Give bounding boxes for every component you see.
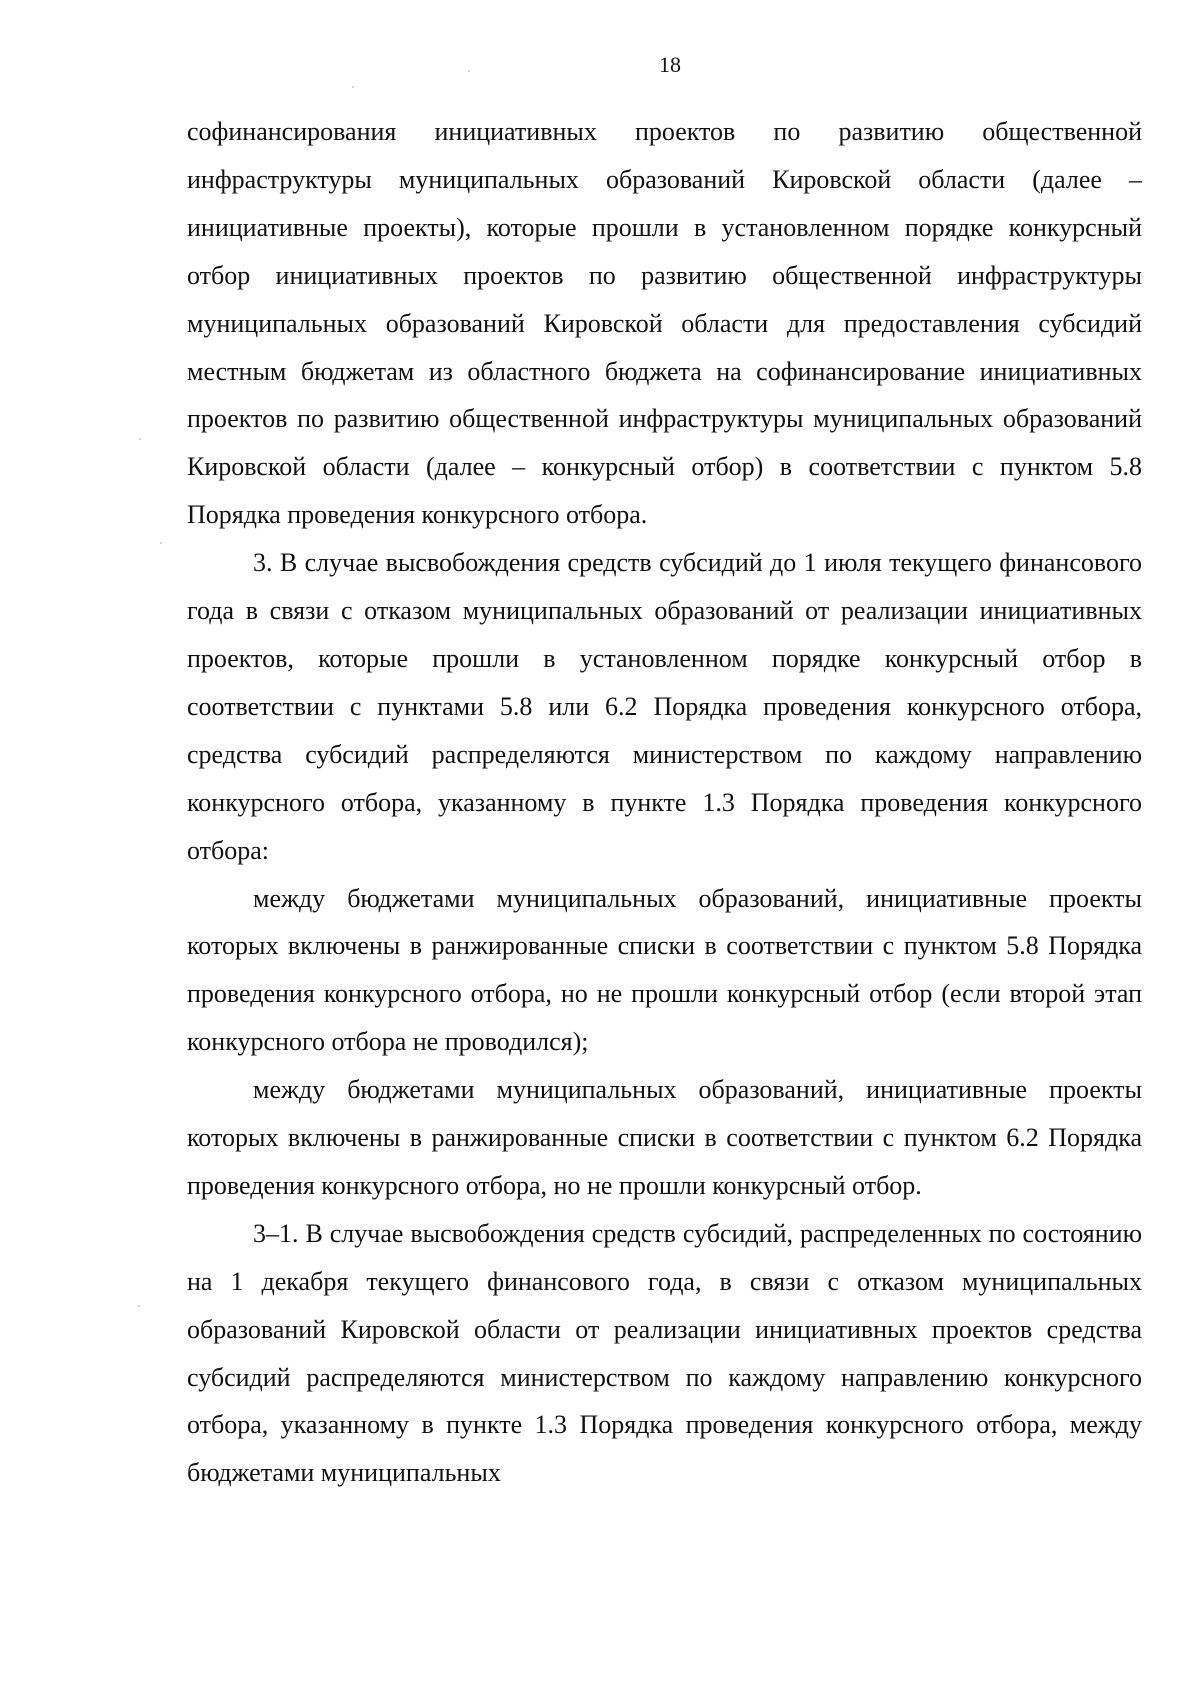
scan-speck <box>352 86 354 88</box>
scan-speck <box>468 70 470 72</box>
paragraph-clause-3: 3. В случае высвобождения средств субсидий до 1 июля текущего финансового года в связи с отказом муниципальных образований от реализации инициативных проектов, которые прошли в установленном порядке конкурсный отбор в соответствии с пунктами 5.8 или 6.2 Порядка проведения конкурсного отбора, средства субсидий распределяются министерством по каждому направлению конкурсного отбора, указанному в пункте 1.3 Порядка проведения конкурсного отбора: <box>187 548 1142 865</box>
scan-speck <box>139 438 141 440</box>
paragraph-clause-3-item-1: между бюджетами муниципальных образований, инициативные проекты которых включены в ранжированные списки в соответствии с пунктом 5.8 Порядка проведения конкурсного отбора, но не прошли конкурсный отбор (если второй этап конкурсного отбора не проводился); <box>187 883 1142 1057</box>
paragraph-clause-3-1: 3–1. В случае высвобождения средств субсидий, распределенных по состоянию на 1 декабря текущего финансового года, в связи с отказом муниципальных образований Кировской области от реализации инициативных проектов средства субсидий распределяются министерством по каждому направлению конкурсного отбора, указанному в пункте 1.3 Порядка проведения конкурсного отбора, между бюджетами муниципальных <box>187 1218 1142 1488</box>
scan-speck <box>138 1305 140 1307</box>
scan-speck <box>160 542 162 544</box>
document-body <box>187 108 1142 1497</box>
paragraph-clause-3-item-2: между бюджетами муниципальных образований, инициативные проекты которых включены в ранжированные списки в соответствии с пунктом 6.2 Порядка проведения конкурсного отбора, но не прошли конкурсный отбор. <box>187 1075 1142 1200</box>
paragraph-continuation: софинансирования инициативных проектов по развитию общественной инфраструктуры муниципальных образований Кировской области (далее – инициативные проекты), которые прошли в установленном порядке конкурсный отбор инициативных проектов по развитию общественной инфраструктуры муниципальных образований Кировской области для предоставления субсидий местным бюджетам из областного бюджета на софинансирование инициативных проектов по развитию общественной инфраструктуры муниципальных образований Кировской области (далее – конкурсный отбор) в соответствии с пунктом 5.8 Порядка проведения конкурсного отбора. <box>187 117 1142 530</box>
page-number: 18 <box>659 52 681 77</box>
